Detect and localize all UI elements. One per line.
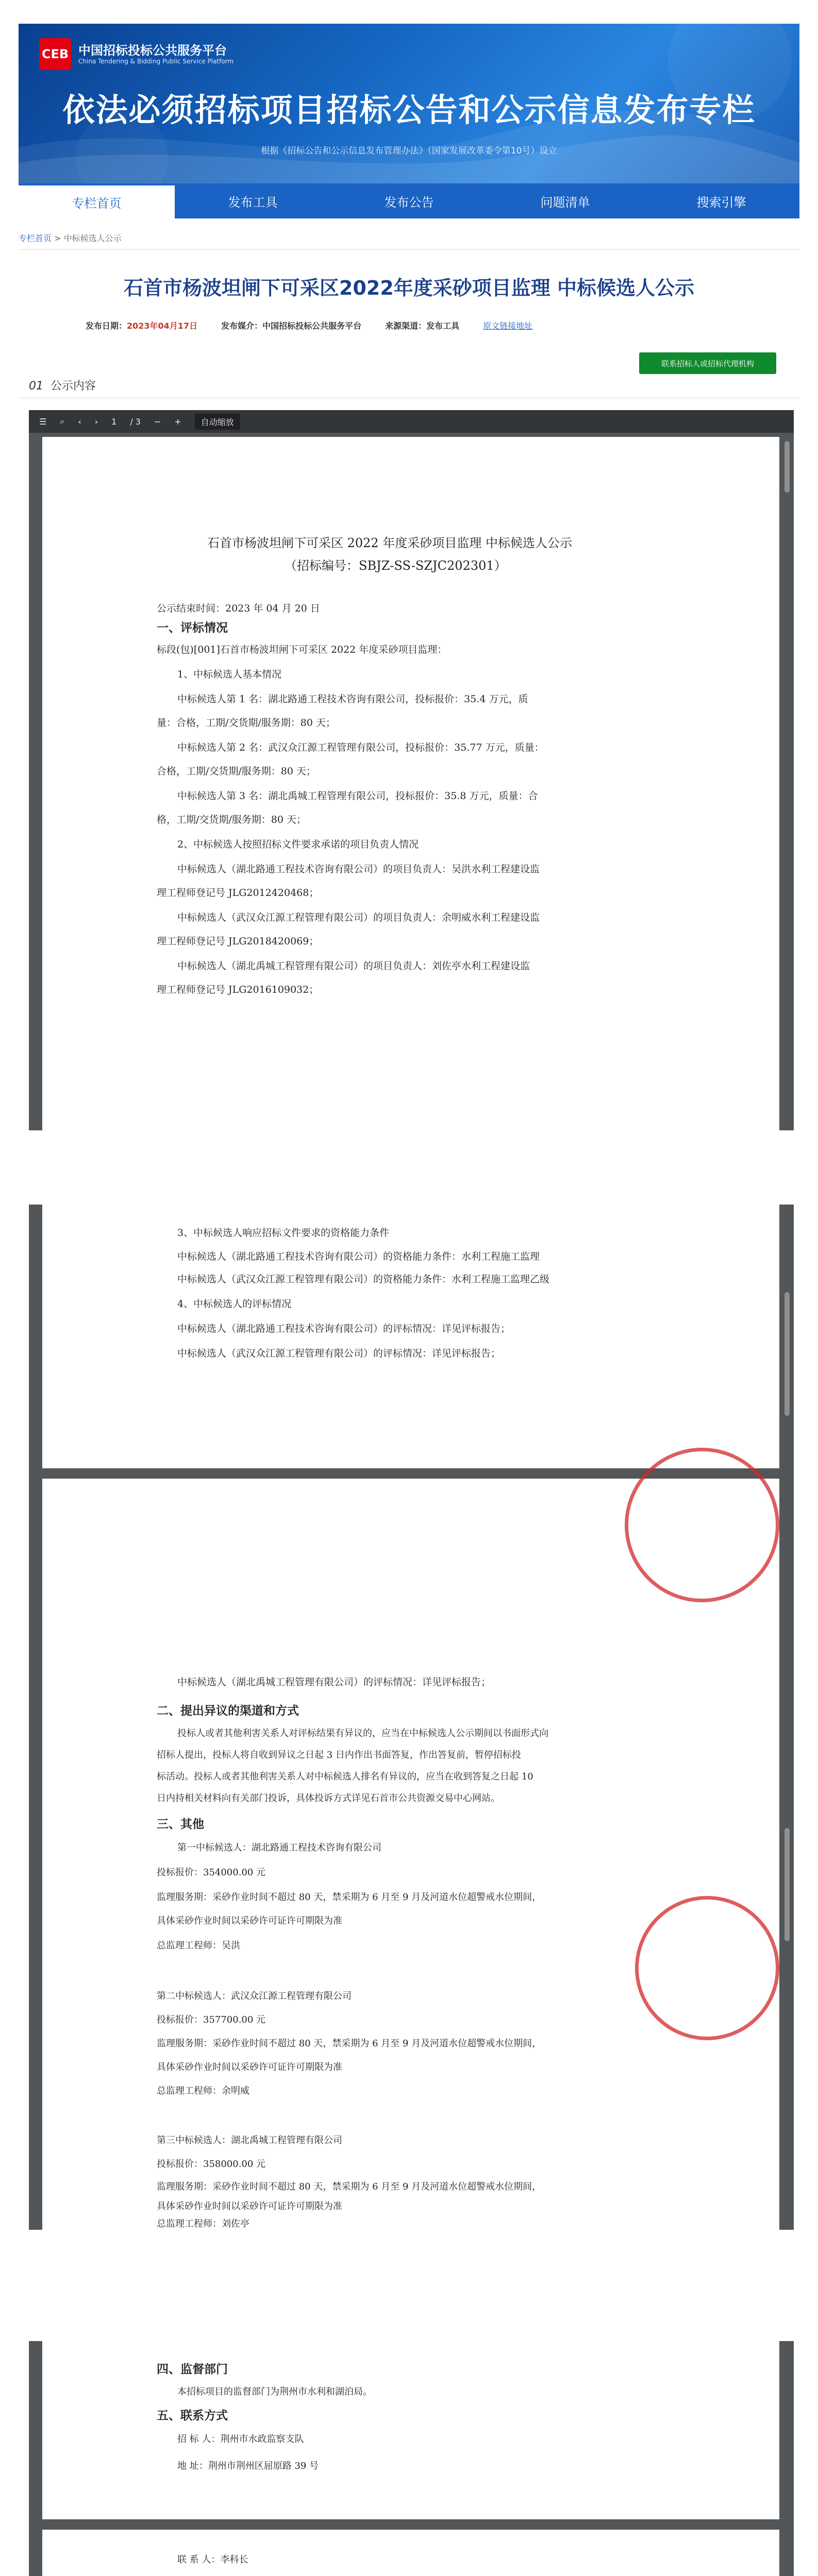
contact-button[interactable]: 联系招标人或招标代理机构 bbox=[639, 352, 776, 374]
nav-item-tools[interactable]: 发布工具 bbox=[228, 195, 278, 210]
nav-item-search[interactable]: 搜索引擎 bbox=[696, 195, 746, 210]
spacer bbox=[19, 2230, 799, 2341]
official-seal-icon bbox=[625, 1448, 779, 1602]
doc-text: 投标报价：358000.00 元 bbox=[157, 2159, 266, 2170]
breadcrumb bbox=[19, 232, 122, 244]
original-link[interactable]: 原文链接地址 bbox=[483, 320, 533, 331]
pdf-toolbar bbox=[29, 410, 794, 433]
doc-text: 4、中标候选人的评标情况 bbox=[177, 1298, 292, 1310]
prev-page-icon[interactable]: ‹ bbox=[78, 416, 81, 427]
pdf-page-3 bbox=[42, 2530, 779, 2576]
find-icon[interactable]: ⌕ bbox=[60, 416, 65, 426]
pdf-viewer[interactable] bbox=[29, 2341, 794, 2576]
doc-heading: 二、提出异议的渠道和方式 bbox=[157, 1704, 299, 1718]
doc-text: 投标报价：357700.00 元 bbox=[157, 2014, 266, 2025]
doc-text: 标活动。投标人或者其他利害关系人对中标候选人排名有异议的，应当在收到答复之日起 10 bbox=[157, 1771, 533, 1782]
doc-text: 投标报价：354000.00 元 bbox=[157, 1867, 266, 1878]
doc-text: 具体采砂作业时间以采砂许可证许可期限为准 bbox=[157, 2062, 342, 2073]
doc-text: 投标人或者其他利害关系人对评标结果有异议的，应当在中标候选人公示期间以书面形式向 bbox=[177, 1728, 548, 1739]
zoom-select[interactable]: 自动缩放 bbox=[195, 414, 240, 430]
doc-heading: 四、监督部门 bbox=[157, 2363, 228, 2376]
doc-text: 理工程师登记号 JLG2018420069； bbox=[157, 936, 319, 947]
doc-text: 理工程师登记号 JLG2016109032； bbox=[157, 984, 319, 995]
publish-channel: 来源渠道：发布工具 bbox=[385, 320, 460, 331]
doc-heading: 一、评标情况 bbox=[157, 621, 228, 635]
doc-text: 标段(包)[001]石首市杨波坦闸下可采区 2022 年度采砂项目监理： bbox=[157, 644, 447, 655]
doc-text: 中标候选人（湖北路通工程技术咨询有限公司）的资格能力条件：水利工程施工监理 bbox=[177, 1251, 540, 1262]
notice-meta bbox=[19, 316, 799, 334]
official-seal-icon bbox=[635, 1896, 779, 2040]
doc-text: 中标候选人（湖北路通工程技术咨询有限公司）的评标情况：详见评标报告； bbox=[177, 1323, 511, 1334]
scrollbar[interactable] bbox=[784, 441, 790, 493]
doc-text: 第三中标候选人：湖北禹城工程管理有限公司 bbox=[157, 2135, 342, 2146]
doc-text: 第一中标候选人：湖北路通工程技术咨询有限公司 bbox=[177, 1842, 381, 1853]
doc-text: 中标候选人（武汉众江源工程管理有限公司）的项目负责人：余明威水利工程建设监 bbox=[177, 912, 540, 923]
doc-text: 监理服务期：采砂作业时间不超过 80 天，禁采期为 6 月至 9 月及河道水位超警戒水位期间， bbox=[157, 1892, 542, 1903]
doc-text: 本招标项目的监督部门为荆州市水利和湖泊局。 bbox=[177, 2386, 372, 2397]
pdf-page-2-bottom bbox=[42, 2341, 779, 2519]
nav-item-home[interactable]: 专栏首页 bbox=[19, 183, 175, 218]
doc-text: 中标候选人第 3 名：湖北禹城工程管理有限公司，投标报价：35.8 万元，质量：合 bbox=[177, 790, 538, 802]
doc-text: 量：合格，工期/交货期/服务期：80 天； bbox=[157, 717, 336, 728]
doc-text: 2、中标候选人按照招标文件要求承诺的项目负责人情况 bbox=[177, 839, 419, 850]
doc-text: 招 标 人：荆州市水政监察支队 bbox=[177, 2434, 304, 2445]
doc-text: 总监理工程师：吴洪 bbox=[157, 1940, 240, 1951]
platform-logo[interactable]: CEB bbox=[39, 38, 71, 70]
doc-text: 第二中标候选人：武汉众江源工程管理有限公司 bbox=[157, 1991, 352, 2002]
pdf-page-1 bbox=[42, 437, 779, 1130]
nav-item-faq[interactable]: 问题清单 bbox=[540, 195, 590, 210]
pdf-page-2 bbox=[42, 1479, 779, 2230]
breadcrumb-current: 中标候选人公示 bbox=[63, 233, 122, 243]
doc-text: 中标候选人（湖北禹城工程管理有限公司）的项目负责人：刘佐亭水利工程建设监 bbox=[177, 960, 530, 972]
breadcrumb-home[interactable]: 专栏首页 bbox=[19, 233, 52, 243]
doc-code: （招标编号：SBJZ-SS-SZJC202301） bbox=[285, 558, 507, 573]
page-number[interactable]: 1 bbox=[111, 416, 117, 427]
banner bbox=[19, 24, 799, 183]
doc-text: 中标候选人（湖北路通工程技术咨询有限公司）的项目负责人：吴洪水利工程建设监 bbox=[177, 863, 540, 875]
doc-text: 日内持相关材料向有关部门投诉，具体投诉方式详见石首市公共资源交易中心网站。 bbox=[157, 1793, 500, 1804]
pdf-viewer[interactable] bbox=[29, 410, 794, 1130]
doc-text: 招标人提出，投标人将自收到异议之日起 3 日内作出书面答复，作出答复前，暂停招标投 bbox=[157, 1750, 521, 1760]
doc-text: 联 系 人：李科长 bbox=[177, 2554, 248, 2565]
doc-text: 1、中标候选人基本情况 bbox=[177, 669, 282, 680]
publish-source: 发布媒介：中国招标投标公共服务平台 bbox=[221, 320, 362, 331]
banner-title: 依法必须招标项目招标公告和公示信息发布专栏 bbox=[62, 91, 756, 129]
banner-subtitle: 根据《招标公告和公示信息发布管理办法》（国家发展改革委令第10号）设立 bbox=[261, 146, 557, 156]
doc-text: 中标候选人第 2 名：武汉众江源工程管理有限公司，投标报价：35.77 万元，质量： bbox=[177, 742, 544, 753]
doc-text: 具体采砂作业时间以采砂许可证许可期限为准 bbox=[157, 1916, 342, 1926]
scrollbar[interactable] bbox=[784, 1292, 790, 1416]
zoom-in-icon[interactable]: + bbox=[174, 416, 181, 427]
doc-text: 中标候选人（湖北禹城工程管理有限公司）的评标情况：详见评标报告； bbox=[177, 1676, 491, 1688]
doc-text: 监理服务期：采砂作业时间不超过 80 天，禁采期为 6 月至 9 月及河道水位超警戒水位期间， bbox=[157, 2181, 542, 2192]
doc-title: 石首市杨波坦闸下可采区 2022 年度采砂项目监理 中标候选人公示 bbox=[207, 536, 572, 550]
doc-text: 中标候选人（武汉众江源工程管理有限公司）的资格能力条件：水利工程施工监理乙级 bbox=[177, 1274, 550, 1285]
doc-end-time: 公示结束时间：2023 年 04 月 20 日 bbox=[157, 603, 320, 614]
doc-text: 合格，工期/交货期/服务期：80 天； bbox=[157, 766, 316, 777]
section-number: 01 bbox=[29, 380, 43, 393]
doc-text: 理工程师登记号 JLG2012420468； bbox=[157, 887, 319, 899]
platform-name-en: China Tendering & Bidding Public Service Platform bbox=[78, 58, 234, 65]
platform-name: 中国招标投标公共服务平台 bbox=[78, 43, 227, 58]
pdf-page-1-bottom bbox=[42, 1205, 779, 1468]
doc-text: 中标候选人第 1 名：湖北路通工程技术咨询有限公司，投标报价：35.4 万元，质 bbox=[177, 693, 528, 705]
doc-heading: 五、联系方式 bbox=[157, 2409, 228, 2422]
section-header bbox=[29, 377, 96, 393]
sidebar-toggle-icon[interactable]: ☰ bbox=[39, 416, 47, 427]
pdf-viewer[interactable] bbox=[29, 1205, 794, 2230]
spacer bbox=[19, 1130, 799, 1205]
main-nav bbox=[19, 183, 799, 218]
doc-text: 中标候选人（武汉众江源工程管理有限公司）的评标情况：详见评标报告； bbox=[177, 1348, 501, 1359]
next-page-icon[interactable]: › bbox=[94, 416, 98, 427]
section-label: 公示内容 bbox=[51, 380, 96, 393]
doc-text: 总监理工程师：刘佐亭 bbox=[157, 2218, 249, 2229]
doc-text: 地 址：荆州市荆州区屈原路 39 号 bbox=[177, 2461, 319, 2471]
doc-text: 总监理工程师：余明威 bbox=[157, 2086, 249, 2096]
doc-text: 具体采砂作业时间以采砂许可证许可期限为准 bbox=[157, 2201, 342, 2212]
page-total: / 3 bbox=[130, 416, 141, 427]
nav-item-announce[interactable]: 发布公告 bbox=[384, 195, 434, 210]
page-title: 石首市杨波坦闸下可采区2022年度采砂项目监理 中标候选人公示 bbox=[124, 277, 694, 299]
doc-heading: 三、其他 bbox=[157, 1818, 204, 1831]
publish-date: 发布日期：2023年04月17日 bbox=[86, 320, 198, 331]
zoom-out-icon[interactable]: − bbox=[154, 416, 161, 427]
doc-text: 监理服务期：采砂作业时间不超过 80 天，禁采期为 6 月至 9 月及河道水位超警戒水位期间， bbox=[157, 2038, 542, 2049]
doc-text: 3、中标候选人响应招标文件要求的资格能力条件 bbox=[177, 1227, 390, 1239]
divider bbox=[19, 249, 799, 250]
breadcrumb-separator: > bbox=[52, 233, 64, 243]
scrollbar[interactable] bbox=[784, 1828, 790, 1941]
doc-text: 格，工期/交货期/服务期：80 天； bbox=[157, 814, 307, 825]
